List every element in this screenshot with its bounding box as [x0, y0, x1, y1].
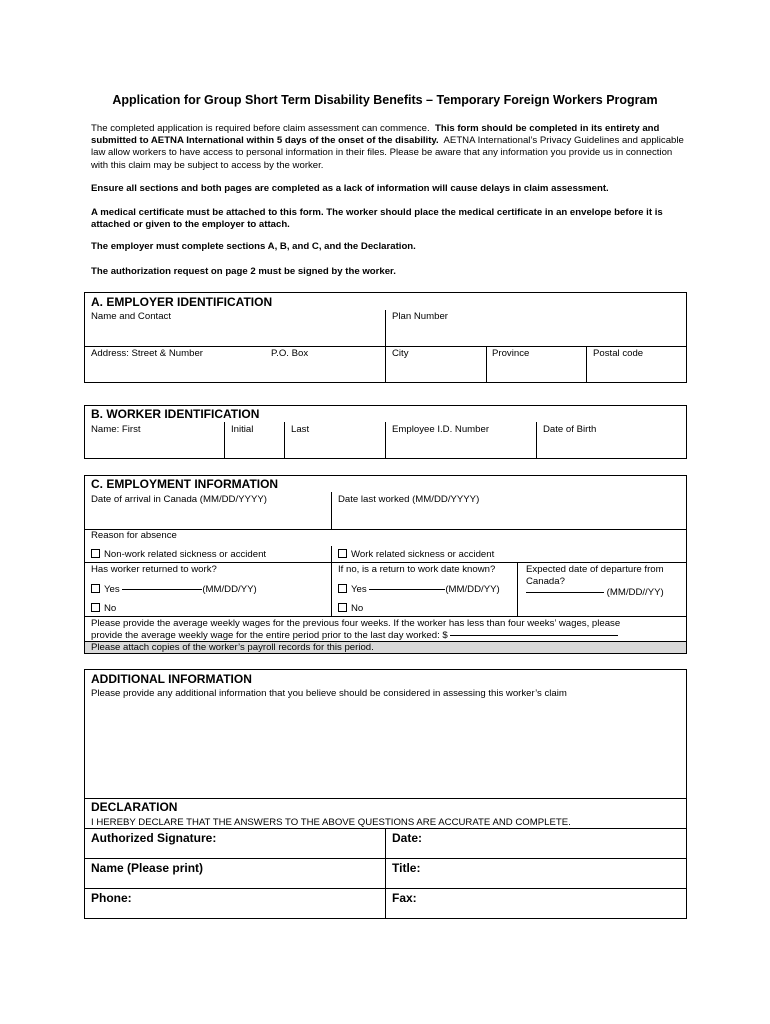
returned-yes-checkbox[interactable] [91, 584, 100, 593]
name-print-field[interactable]: Name (Please print) [91, 861, 204, 875]
work-label: Work related sickness or accident [351, 549, 495, 560]
intro-paragraph-2: Ensure all sections and both pages are completed as a lack of information will cause delays in claim assessment. [91, 183, 609, 194]
returned-no-option[interactable] [91, 603, 116, 614]
known-yes-option[interactable] [338, 584, 500, 595]
returned-date-format: (MM/DD/YY) [202, 584, 257, 595]
plan-number-field[interactable]: Plan Number [392, 311, 448, 322]
section-b-vline [224, 422, 225, 459]
intro-p1-rest: AETNA International’s Privacy Guidelines and applicable law allow workers to have access to personal information in their files. Please be aware that any information you provide us in connection with this claim may be subject to access by the worker. [91, 135, 684, 171]
section-c-divider [84, 616, 687, 617]
section-a-heading: A. EMPLOYER IDENTIFICATION [91, 295, 273, 309]
returned-question: Has worker returned to work? [91, 564, 217, 575]
known-date-format: (MM/DD/YY) [445, 584, 500, 595]
title-field[interactable]: Title: [392, 861, 421, 875]
known-date-line[interactable] [369, 589, 445, 590]
employee-id-field[interactable]: Employee I.D. Number [392, 424, 490, 435]
additional-info-area[interactable] [88, 702, 683, 796]
intro-paragraph-4: The employer must complete sections A, B, and C, and the Declaration. [91, 241, 416, 252]
wages-instruction-2-text: provide the average weekly wage for the entire period prior to the last day worked: $ [91, 630, 448, 641]
declaration-statement: I HEREBY DECLARE THAT THE ANSWERS TO THE ABOVE QUESTIONS ARE ACCURATE AND COMPLETE. [91, 817, 571, 828]
additional-divider [84, 798, 687, 799]
fax-field[interactable]: Fax: [392, 891, 417, 905]
declaration-heading: DECLARATION [91, 800, 178, 814]
section-b-vline [536, 422, 537, 459]
additional-heading: ADDITIONAL INFORMATION [91, 672, 252, 686]
section-a-vline [385, 310, 386, 383]
return-known-question: If no, is a return to work date known? [338, 564, 496, 575]
section-b-vline [385, 422, 386, 459]
departure-date-format: (MM/DD//YY) [606, 587, 664, 598]
returned-yes-label: Yes [104, 584, 120, 595]
non-work-option[interactable] [91, 549, 266, 560]
section-b-heading: B. WORKER IDENTIFICATION [91, 407, 260, 421]
intro-paragraph-3: A medical certificate must be attached to this form. The worker should place the medical certificate in an envelope before it is attached or given to the employer to attach. [91, 207, 663, 231]
section-c-divider [84, 562, 687, 563]
section-c-vline [331, 492, 332, 529]
known-no-label: No [351, 603, 364, 614]
average-wage-line[interactable] [450, 635, 618, 636]
non-work-label: Non-work related sickness or accident [104, 549, 267, 560]
intro-paragraph-1 [91, 123, 691, 172]
section-c-heading: C. EMPLOYMENT INFORMATION [91, 477, 279, 491]
form-title: Application for Group Short Term Disability Benefits – Temporary Foreign Workers Program [112, 93, 658, 107]
returned-yes-option[interactable] [91, 584, 257, 595]
address-field[interactable]: Address: Street & Number [91, 348, 203, 359]
known-no-option[interactable] [338, 603, 363, 614]
section-a-vline [486, 346, 487, 383]
phone-field[interactable]: Phone: [91, 891, 132, 905]
known-yes-label: Yes [351, 584, 367, 595]
date-field[interactable]: Date: [392, 831, 423, 845]
declaration-vline [385, 828, 386, 919]
wages-instruction-2[interactable] [91, 630, 618, 641]
intro-p1-bold: This form should be completed in its entirety and submitted to AETNA International within 5 days of the onset of the disability. [91, 123, 660, 147]
reason-label: Reason for absence [91, 530, 177, 541]
city-field[interactable]: City [392, 348, 409, 359]
section-c-vline [517, 562, 518, 616]
non-work-checkbox[interactable] [91, 549, 100, 558]
work-option[interactable] [338, 549, 494, 560]
departure-question: Expected date of departure from Canada? [526, 564, 664, 587]
departure-date-entry[interactable] [526, 587, 664, 598]
date-of-birth-field[interactable]: Date of Birth [543, 424, 597, 435]
wages-instruction-1: Please provide the average weekly wages for the previous four weeks. If the worker has less than four weeks’ wages, please [91, 618, 621, 629]
additional-instruction: Please provide any additional information that you believe should be considered in assessing this worker’s claim [91, 688, 567, 699]
date-arrival-field[interactable]: Date of arrival in Canada (MM/DD/YYYY) [91, 494, 267, 505]
section-a-vline [586, 346, 587, 383]
section-b-vline [284, 422, 285, 459]
returned-no-label: No [104, 603, 117, 614]
postal-code-field[interactable]: Postal code [593, 348, 644, 359]
payroll-note: Please attach copies of the worker’s payroll records for this period. [91, 642, 374, 653]
section-c-vline [331, 546, 332, 616]
returned-date-line[interactable] [122, 589, 202, 590]
intro-paragraph-5: The authorization request on page 2 must be signed by the worker. [91, 266, 396, 277]
province-field[interactable]: Province [492, 348, 530, 359]
work-checkbox[interactable] [338, 549, 347, 558]
last-name-field[interactable]: Last [291, 424, 310, 435]
po-box-field[interactable]: P.O. Box [271, 348, 309, 359]
departure-date-line[interactable] [526, 592, 604, 593]
name-contact-field[interactable]: Name and Contact [91, 311, 171, 322]
first-name-field[interactable]: Name: First [91, 424, 141, 435]
intro-p1-normal: The completed application is required before claim assessment can commence. [91, 123, 430, 134]
known-no-checkbox[interactable] [338, 603, 347, 612]
returned-no-checkbox[interactable] [91, 603, 100, 612]
known-yes-checkbox[interactable] [338, 584, 347, 593]
signature-field[interactable]: Authorized Signature: [91, 831, 217, 845]
initial-field[interactable]: Initial [231, 424, 254, 435]
date-last-worked-field[interactable]: Date last worked (MM/DD/YYYY) [338, 494, 480, 505]
